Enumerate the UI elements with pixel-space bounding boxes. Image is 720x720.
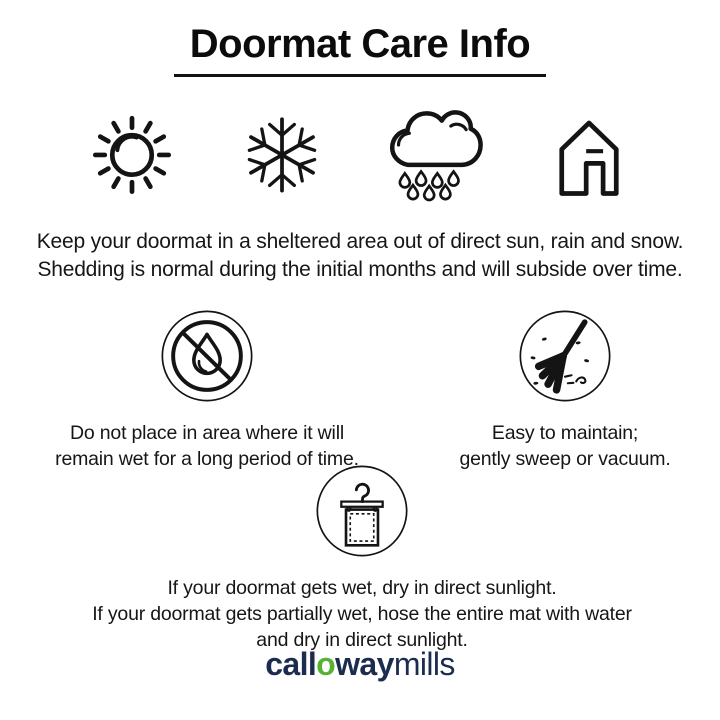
care-item-dry-text [32, 575, 692, 653]
logo-o-icon: o [316, 646, 336, 682]
rain-cloud-icon [385, 105, 486, 203]
care-item-wet [17, 309, 397, 472]
care-item-sweep [400, 309, 720, 472]
care-dry-line-1: If your doormat gets wet, dry in direct sunlight. [167, 577, 557, 599]
care-dry-line-2: If your doormat gets partially wet, hose the entire mat with water [92, 603, 632, 626]
care-wet-line-1: Do not place in area where it will [70, 422, 344, 444]
logo-text-way: way [335, 646, 394, 682]
care-dry-line-3: and dry in direct sunlight. [256, 629, 468, 652]
weather-icon-row [0, 100, 720, 208]
logo-text-call: call [265, 646, 317, 682]
snowflake-icon [235, 105, 329, 203]
logo-text-mills: mills [393, 646, 455, 682]
care-wet-line-2: remain wet for a long period of time. [55, 448, 359, 471]
hanging-mat-icon [315, 464, 409, 558]
care-sweep-line-1: Easy to maintain; [491, 422, 639, 444]
care-sweep-line-2: gently sweep or vacuum. [459, 448, 671, 471]
intro-line-1: Keep your doormat in a sheltered area out of direct sun, rain and snow. [36, 230, 684, 253]
page-title: Doormat Care Info [174, 22, 546, 77]
footer [0, 646, 720, 683]
intro-line-2: Shedding is normal during the initial months and will subside over time. [37, 257, 683, 281]
header [0, 22, 720, 77]
no-water-drop-icon [160, 309, 254, 403]
intro-text [0, 228, 720, 283]
logo-calloway-mills [265, 646, 455, 683]
care-item-dry [32, 464, 692, 653]
house-icon [542, 105, 636, 203]
sun-icon [85, 105, 179, 203]
broom-sweep-icon [518, 309, 612, 403]
